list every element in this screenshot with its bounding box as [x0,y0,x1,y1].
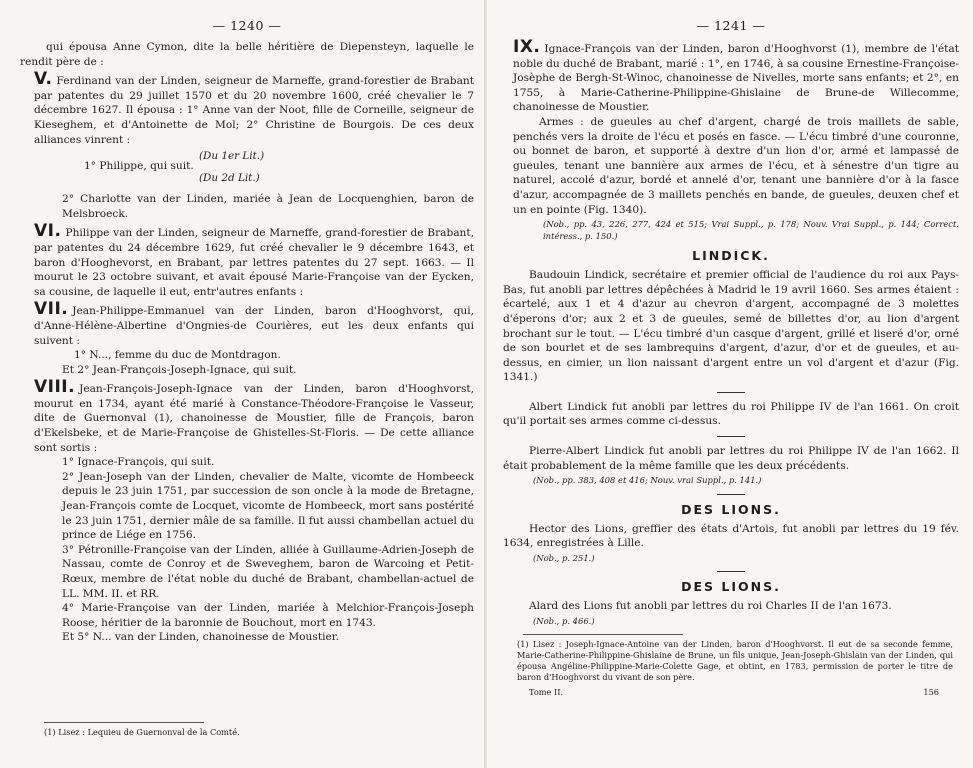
child-n-chanoinesse: Et 5° N... van der Linden, chanoinesse de Moustier. [62,631,339,644]
intro-paragraph: qui épousa Anne Cymon, dite la belle héritière de Diepensteyn, laquelle le rendit père de : [20,41,474,68]
child-philippe: 1° Philippe, qui suit. [84,160,194,173]
entry-v-text: Ferdinand van der Linden, seigneur de Marneffe, grand-forestier de Brabant par patentes du 29 juillet 1570 et du 20 novembre 1600, créé chevalier le 7 décembre 1627. Il épousa : 1° Anne van der Noot, fille de Corneille, seigneur de Kieseghem, et d'Antoinette de Mol; 2° Christine de Bourgois. De ces deux alliances vinrent : [34,75,474,146]
des-lions-heading-2: DES LIONS. [681,579,781,595]
lindick-paragraph-3: Pierre-Albert Lindick fut anobli par lettres du roi Philippe IV de l'an 1662. Il était probablement de la même famille que les deux précédents. [503,445,959,472]
des-lions-paragraph-2: Alard des Lions fut anobli par lettres du roi Charles II de l'an 1673. [529,600,892,613]
entry-vi [20,221,474,299]
entry-vii [20,299,474,377]
child-jean-francois: Et 2° Jean-François-Joseph-Ignace, qui suit. [62,363,297,376]
entry-vii-text: Jean-Philippe-Emmanuel van der Linden, baron d'Hooghvorst, qui, d'Anne-Hélène-Albertine d'Ongnies-de Courières, eut les deux enfants qui suivent : [34,305,474,347]
section-rule [717,392,745,393]
section-rule [717,494,745,495]
lindick-heading: LINDICK. [692,248,770,264]
roman-numeral-ix: IX. [513,37,541,57]
section-rule [717,571,745,572]
child-marie-francoise: 4° Marie-Françoise van der Linden, mariée à Melchior-François-Joseph Roose, héritier de la baronnie de Bouchout, mort en 1743. [62,602,474,629]
second-marriage-label: (Du 2d Lit.) [199,172,260,185]
entry-viii-text: Jean-François-Joseph-Ignace van der Linden, baron d'Hooghvorst, mourut en 1734, ayant été marié à Constance-Théodore-Françoise le Vasseur, dite de Guernonval (1), chanoinesse de Moustier, fille de François, baron d'Ekelsbeke, et de Marie-Françoise de Ghistelles-St-Floris. — De cette alliance sont sortis : [34,383,474,454]
left-footnote [44,716,464,738]
lindick-paragraph-1: Baudouin Lindick, secrétaire et premier official de l'audience du roi aux Pays-Bas, fut anobli par lettres dépêchées à Madrid le 19 avril 1660. Ses armes étaient : écartelé, aux 1 et 4 d'azur au chevron d'argent, accompagné de 3 molettes d'éperons d'or; aux 2 et 3 de gueules, semé de billettes d'or, au lion d'argent brochant sur le tout. — L'écu timbré d'un casque d'argent, grillé et liseré d'or, orné de son bourlet et de ses lambrequins d'argent, d'azur, d'or et de gueules, et au-dessus, en cimier, un lion naissant d'argent entre un vol d'argent et d'azur (Fig. 1341.) [503,269,959,384]
entry-viii [20,377,474,645]
right-page [487,0,973,768]
entry-ix-reference: (Nob., pp. 43, 226, 277, 424 et 515; Vrai Suppl., p. 178; Nouv. Vrai Suppl., p. 144; Correct. intéress., p. 150.) [543,219,959,241]
left-page-number: — 1240 — [212,18,282,33]
left-footnote-text: (1) Lisez : Lequieu de Guernonval de la Comté. [44,727,240,737]
lindick-reference: (Nob., pp. 383, 408 et 416; Nouv. vrai Suppl., p. 141.) [533,475,762,486]
child-charlotte: 2° Charlotte van der Linden, mariée à Jean de Locquenghien, baron de Melsbroeck. [62,193,474,220]
footnote-rule [523,634,683,635]
des-lions-heading-1: DES LIONS. [681,501,781,517]
roman-numeral-vii: VII. [34,299,69,320]
roman-numeral-v: V. [34,69,53,90]
left-page [0,0,486,768]
child-petronille: 3° Pétronille-Françoise van der Linden, alliée à Guillaume-Adrien-Joseph de Nassau, comte de Conroy et de Sweveghem, baron de Warcoing et Petit-Rœux, membre de l'état noble du duché de Brabant, chambellan-actuel de LL. MM. II. et RR. [62,543,474,600]
lit-block [34,150,474,190]
section-rule [717,436,745,437]
volume-label: Tome II. [529,686,564,697]
des-lions-paragraph-1: Hector des Lions, greffier des états d'Artois, fut anobli par lettres du 19 fév. 1634, enregistrées à Lille. [503,522,959,550]
right-page-number: — 1241 — [696,18,766,33]
des-lions-reference-1: (Nob., p. 251.) [533,552,595,563]
child-ignace-francois: 1° Ignace-François, qui suit. [62,456,215,469]
entry-vi-text: Philippe van der Linden, seigneur de Marneffe, grand-forestier de Brabant, par patentes du 24 décembre 1629, fut créé chevalier le 9 décembre 1643, et baron d'Hooghevorst, en Brabant, par lettres patentes du 27 sept. 1663. — Il mourut le 23 octobre suivant, et avait épousé Marie-Françoise van der Eycken, sa cousine, de laquelle il eut, entr'autres enfants : [34,227,474,298]
arms-description: Armes : de gueules au chef d'argent, chargé de trois maillets de sable, penchés vers la droite de l'écu et posés en fasce. — L'écu timbré d'une couronne, ou bonnet de baron, et supporté à dextre d'un lion d'or, armé et lampassé de gueules, tenant une bannière aux armes de l'écu, et à sénestre d'un tigre au naturel, accolé d'azur, bordé et annelé d'or, tenant une bannière d'or à la fasce d'azur, accompagnée de 3 maillets penchés en bande, de gueules, deuxen chef et un en pointe (Fig. 1340). [513,115,959,216]
entry-ix-text: Ignace-François van der Linden, baron d'Hooghvorst (1), membre de l'état noble du duché de Brabant, marié : 1°, en 1746, à sa cousine Ernestine-Françoise-Josèphe de Bergh-St-Winoc, chanoinesse de Nivelles, morte sans enfants; et 2°, en 1755, à Marie-Catherine-Philippine-Ghislaine de Brune-de Willecomme, chanoinesse de Moustier. [513,43,959,114]
entry-ix [503,37,959,242]
lindick-paragraph-2: Albert Lindick fut anobli par lettres du roi Philippe IV de l'an 1661. On croit qu'il portait ses armes comme ci-dessus. [503,400,959,428]
roman-numeral-vi: VI. [34,221,62,242]
child-n-montdragon: 1° N..., femme du duc de Montdragon. [74,349,281,362]
des-lions-reference-2: (Nob., p. 466.) [533,616,595,627]
first-marriage-label: (Du 1er Lit.) [199,150,265,163]
entry-v [20,69,474,221]
right-footnote: (1) Lisez : Joseph-Ignace-Antoine van der Linden, baron d'Hooghvorst. Il eut de sa seconde femme, Marie-Catherine-Philippine-Ghislaine de Brune, un fils unique, Jean-Joseph-Ghislain van der Linden, qui épousa Angéline-Philippine-Marie-Colette Gage, et obtint, en 1783, permission de porter le titre de baron d'Hooghvorst du vivant de son père. [517,638,953,682]
footnote-rule [44,722,204,723]
page-footer [503,683,959,697]
signature-number: 156 [923,686,939,697]
child-jean-joseph: 2° Jean-Joseph van der Linden, chevalier de Malte, vicomte de Hombeeck depuis le 23 juin 1751, par succession de son oncle à la mode de Bretagne, Jean-François comte de Locquet, vicomte de Hombeeck, mort sans postérité le 23 juin 1751, dernier mâle de sa famille. Il fut aussi chambellan actuel du prince de Liége en 1756. [62,470,474,542]
roman-numeral-viii: VIII. [34,377,76,398]
